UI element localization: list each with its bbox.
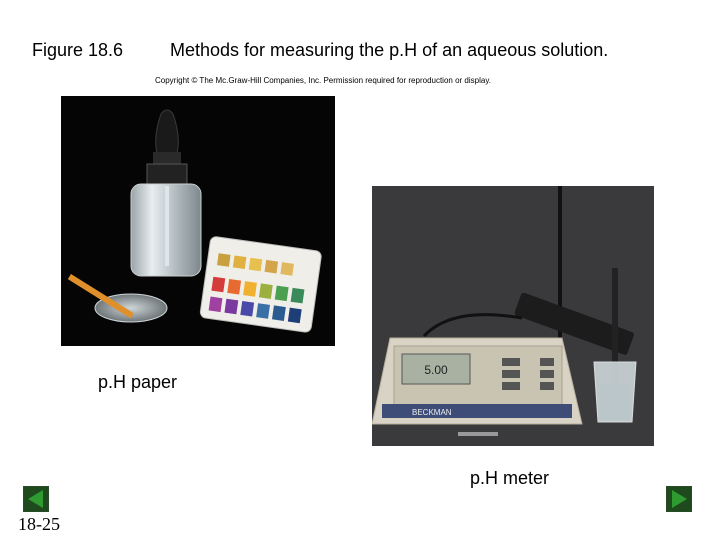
meter-brand-label: BECKMAN <box>412 408 452 417</box>
ph-paper-caption: p.H paper <box>98 372 178 392</box>
ph-meter-photo <box>372 186 654 446</box>
ph-paper-photo <box>61 96 335 346</box>
next-slide-button[interactable] <box>666 486 692 512</box>
ph-meter-caption: p.H meter <box>470 468 550 488</box>
ph-paper-illustration <box>61 96 335 346</box>
ph-meter-illustration <box>372 186 654 446</box>
copyright-notice: Copyright © The Mc.Graw-Hill Companies, Inc. Permission required for reproduction or display. <box>155 76 491 85</box>
triangle-left-icon <box>24 487 48 511</box>
meter-display-value: 5.00 <box>424 363 448 377</box>
figure-title: Methods for measuring the p.H of an aqueous solution. <box>170 40 609 60</box>
slide-number: 18-25 <box>18 514 60 534</box>
triangle-right-icon <box>667 487 691 511</box>
previous-slide-button[interactable] <box>23 486 49 512</box>
figure-label: Figure 18.6 <box>32 40 124 60</box>
